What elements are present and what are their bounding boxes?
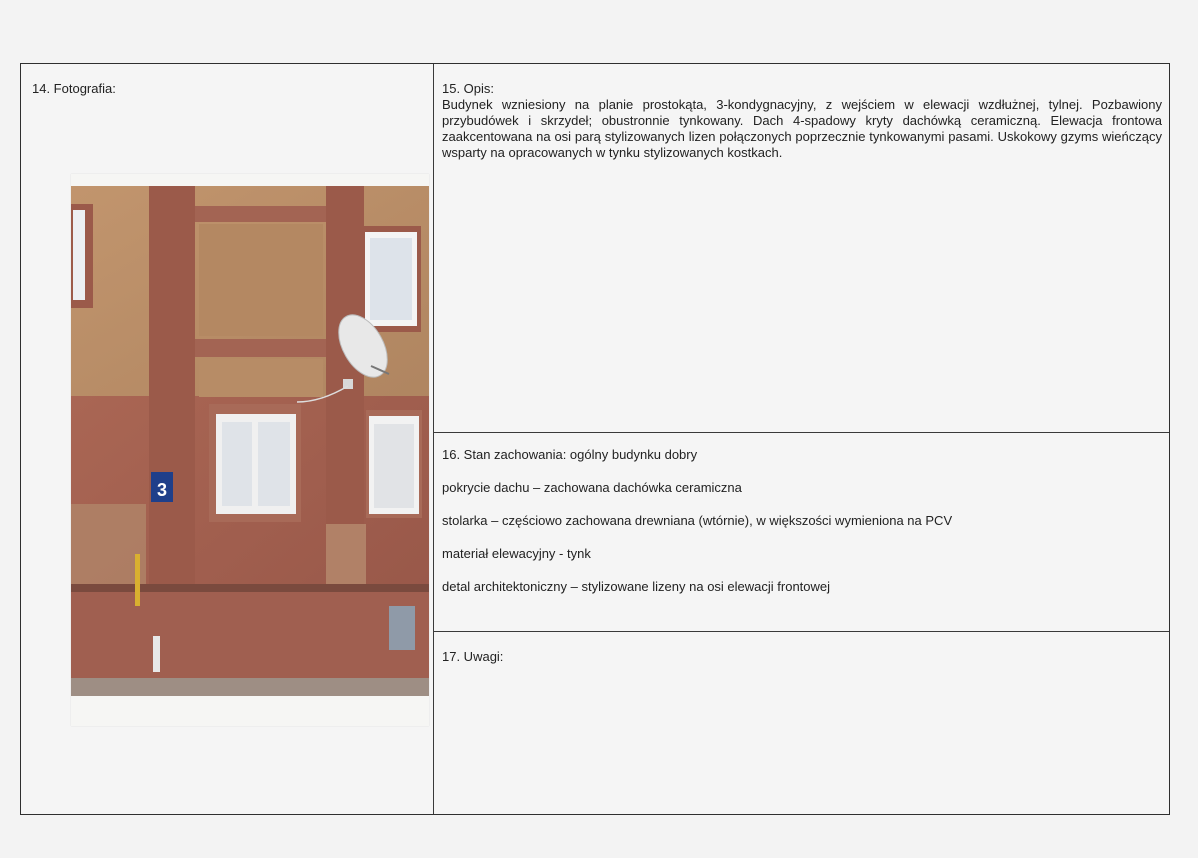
house-number: 3 xyxy=(156,480,168,500)
condition-item-architectural-detail: detal architektoniczny – stylizowane lizeny na osi elewacji frontowej xyxy=(442,579,831,594)
description-section xyxy=(442,81,1162,161)
notes-section xyxy=(442,649,503,665)
building-photo-image xyxy=(71,174,429,726)
condition-section xyxy=(442,447,1162,612)
photo-section-label: 14. Fotografia: xyxy=(32,81,116,96)
column-divider xyxy=(433,64,434,814)
condition-item-roof: pokrycie dachu – zachowana dachówka ceramiczna xyxy=(442,480,742,495)
description-title: 15. Opis: xyxy=(442,81,495,96)
condition-item-joinery: stolarka – częściowo zachowana drewniana (wtórnie), w większości wymieniona na PCV xyxy=(442,513,953,528)
description-text: Budynek wzniesiony na planie prostokąta, 3-kondygnacyjny, z wejściem w elewacji wzdłużnej, tylnej. Pozbawiony przybudówek i skrzydeł; obustronnie tynkowany. Dach 4-spadowy kryty dachówką ceramiczną. Elewacja frontowa zaakcentowana na osi parą stylizowanych lizen połączonych poprzecznie tynkowanymi pasami. Uskokowy gzyms wieńczący wsparty na opracowanych w tynku stylizowanych kostkach. xyxy=(442,97,1162,160)
building-photo xyxy=(71,174,429,726)
row-divider-2 xyxy=(433,631,1169,632)
condition-item-facade-material: materiał elewacyjny - tynk xyxy=(442,546,591,561)
document-form xyxy=(20,63,1170,815)
condition-title: 16. Stan zachowania: ogólny budynku dobry xyxy=(442,447,698,462)
row-divider-1 xyxy=(433,432,1169,433)
notes-title: 17. Uwagi: xyxy=(442,649,504,664)
